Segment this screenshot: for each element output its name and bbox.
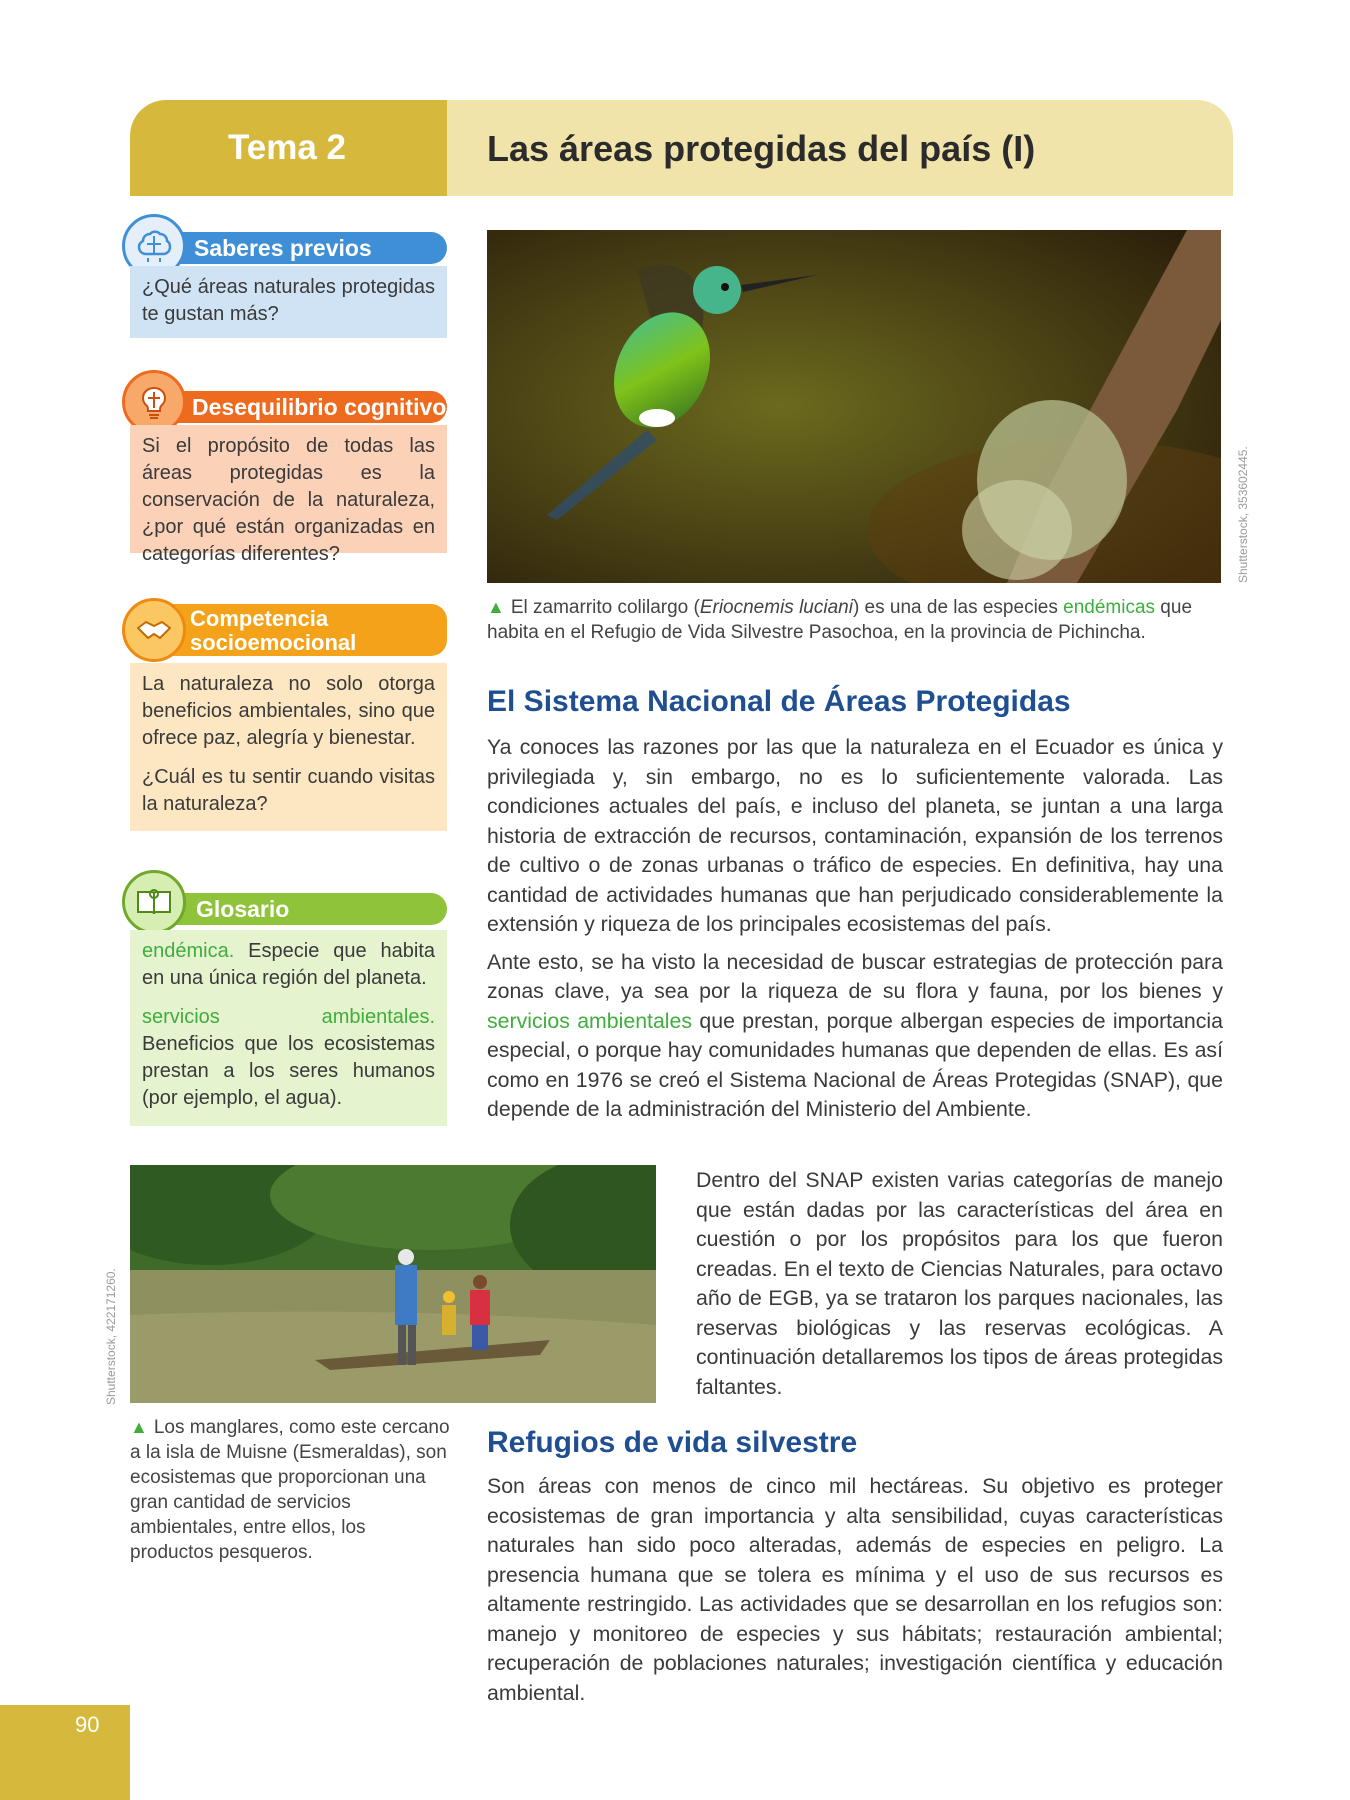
species-name: Eriocnemis luciani: [699, 597, 853, 618]
photo1-credit: Shutterstock, 353602445.: [1236, 446, 1250, 583]
page-number-band: [0, 1705, 130, 1800]
glossary-entry-endemica: [142, 938, 435, 992]
desequilibrio-title: Desequilibrio cognitivo: [150, 391, 447, 423]
photo2-credit: Shutterstock, 422171260.: [104, 1268, 118, 1405]
handshake-icon: [122, 598, 186, 662]
topic-number: Tema 2: [228, 128, 347, 167]
glossary-definition: Beneficios que los ecosistemas prestan a los seres humanos (por ejemplo, el agua).: [142, 1033, 435, 1109]
caption-text: ) es una de las especies: [852, 597, 1064, 618]
photo1-caption: [487, 595, 1227, 645]
caption-text: Los manglares, como este cercano a la isla de Muisne (Esmeraldas), son ecosistemas que proporcionan una gran cantidad de servicios ambientales, entre ellos, los productos pesqueros.: [130, 1417, 450, 1563]
glossary-term: servicios ambientales.: [142, 1006, 435, 1028]
caption-text: que habita en el Refugio de Vida Silvestre Pasochoa, en la provincia de Pichincha.: [487, 597, 1193, 643]
photo2-caption: [130, 1415, 450, 1565]
page-title: Las áreas protegidas del país (I): [487, 128, 1036, 169]
section-heading-refugios: Refugios de vida silvestre: [487, 1426, 858, 1459]
glossary-definition: Especie que habita en una única región del planeta.: [142, 940, 435, 989]
saberes-title: Saberes previos: [150, 232, 447, 264]
competencia-paragraph-2: ¿Cuál es tu sentir cuando visitas la naturaleza?: [142, 766, 435, 815]
section-snap-body: [487, 733, 1223, 1133]
paragraph-text: Ante esto, se ha visto la necesidad de buscar estrategias de protección para zonas clave, ya sea por la riqueza de su flora y fauna, por los bienes y: [487, 949, 1223, 1003]
glossary-term: endémica.: [142, 940, 235, 962]
glosario-title: Glosario: [150, 893, 447, 925]
competencia-body: [130, 663, 447, 831]
desequilibrio-body: Si el propósito de todas las áreas protegidas es la conservación de la naturaleza, ¿por qué están organizadas en categorías diferentes?: [130, 425, 447, 553]
glosario-body: [130, 930, 447, 1126]
paragraph: Son áreas con menos de cinco mil hectáreas. Su objetivo es proteger ecosistemas de gran importancia y alta sensibilidad, cuyas características naturales han sido poco alteradas, además de especies en peligro. La presencia humana que se tolera es mínima y el uso de sus recursos es altamente restringido. Las actividades que se desarrollan en los refugios son: manejo y monitoreo de especies y sus hábitats; restauración ambiental; recuperación de poblaciones naturales; investigación científica y educación ambiental.: [487, 1474, 1223, 1705]
competencia-title-line2: socioemocional: [190, 630, 357, 655]
page-number: 90: [75, 1712, 100, 1737]
caption-triangle-icon: ▲: [487, 597, 505, 617]
saberes-body: ¿Qué áreas naturales protegidas te gustan más?: [130, 266, 447, 338]
paragraph-text: que prestan, porque albergan especies de importancia especial, o porque hay comunidades humanas que dependen de ellas. Es así como en 1976 se creó el Sistema Nacional de Áreas Protegidas (SNAP), que depende de la administración del Ministerio del Ambiente.: [487, 1008, 1223, 1121]
section-snap-categories: [696, 1166, 1223, 1410]
caption-highlight: endémicas: [1063, 597, 1156, 618]
caption-text: El zamarrito colilargo (: [510, 597, 700, 618]
hummingbird-photo: [487, 230, 1221, 583]
topic-tab: [130, 100, 447, 196]
section-heading-snap: El Sistema Nacional de Áreas Protegidas: [487, 685, 1071, 718]
paragraph: Dentro del SNAP existen varias categorías de manejo que están dadas por las características del área en cuestión o por los propósitos para los que fueron creadas. En el texto de Ciencias Naturales, para octavo año de EGB, ya se trataron los parques nacionales, las reservas biológicas y las reservas ecológicas. A continuación detallaremos los tipos de áreas protegidas faltantes.: [696, 1168, 1223, 1399]
caption-triangle-icon: ▲: [130, 1417, 148, 1437]
competencia-title-line1: Competencia: [190, 606, 329, 631]
mangrove-photo: [130, 1165, 656, 1403]
book-icon: [122, 870, 186, 934]
glossary-entry-servicios: [142, 1004, 435, 1112]
section-refugios-body: [487, 1472, 1223, 1716]
competencia-paragraph-1: La naturaleza no solo otorga beneficios ambientales, sino que ofrece paz, alegría y bienestar.: [142, 673, 435, 749]
paragraph: [487, 948, 1223, 1125]
glossary-link: servicios ambientales: [487, 1008, 693, 1033]
paragraph: Ya conoces las razones por las que la naturaleza en el Ecuador es única y privilegiada y, sin embargo, no es lo suficientemente valorada. Las condiciones actuales del país, e incluso del planeta, se juntan a una larga historia de extracción de recursos, contaminación, expansión de los terrenos de cultivo o de zonas urbanas o tráfico de especies. En definitiva, hay una cantidad de actividades humanas que han perjudicado considerablemente la extensión y riqueza de los principales ecosistemas del país.: [487, 735, 1223, 936]
page-title-bar: [447, 100, 1233, 196]
competencia-title: [150, 604, 447, 656]
